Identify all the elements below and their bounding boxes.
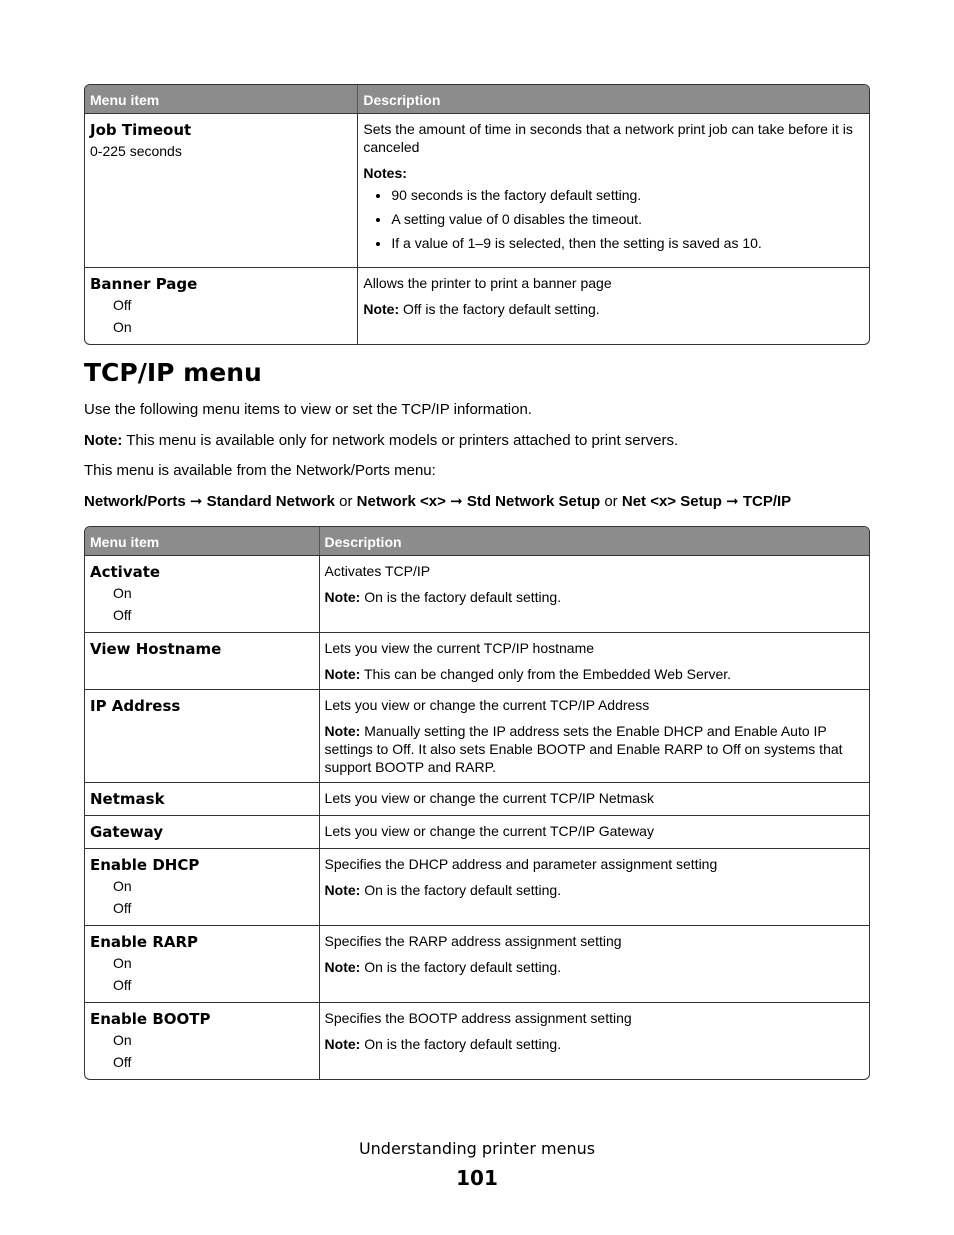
menu-item-name: Activate [90, 563, 161, 581]
note-label: Note: [363, 301, 400, 317]
menu-item-name: Gateway [90, 823, 164, 841]
description-cell [320, 689, 869, 782]
menu-item-name: Enable RARP [90, 933, 199, 951]
note-text: This can be changed only from the Embedded Web Server. [363, 666, 732, 682]
path-or: or [339, 493, 353, 510]
description-text: Specifies the BOOTP address assignment setting [324, 1010, 632, 1026]
section-title: TCP/IP menu [84, 358, 262, 387]
description-text: Lets you view or change the current TCP/IP Gateway [324, 823, 654, 839]
note-text: This menu is available only for network models or printers attached to print servers. [126, 432, 679, 449]
note-text: Manually setting the IP address sets the Enable DHCP and Enable Auto IP settings to Off. It also sets Enable BOOTP and Enable RARP to Off on systems that support BOOTP and RARP. [324, 723, 843, 775]
tcpip-menu-table [84, 526, 870, 1080]
menu-option: On [113, 1032, 132, 1048]
description-cell [320, 1002, 869, 1079]
description-text: Specifies the RARP address assignment setting [324, 933, 622, 949]
description-cell [320, 925, 869, 1002]
menu-item-cell [85, 555, 320, 632]
note-label: Note: [324, 1036, 361, 1052]
network-menu-table [84, 84, 870, 345]
note-label: Note: [324, 959, 361, 975]
note-label: Note: [324, 723, 361, 739]
table-row [85, 113, 869, 267]
description-text: Lets you view or change the current TCP/IP Netmask [324, 790, 654, 806]
path-segment: Network/Ports [84, 493, 186, 510]
note-label: Note: [324, 882, 361, 898]
menu-item-range: 0-225 seconds [90, 143, 182, 159]
table-row [85, 848, 869, 925]
column-header-menu-item: Menu item [85, 527, 320, 555]
path-segment: Network <x> [356, 493, 446, 510]
description-cell [320, 632, 869, 689]
menu-option: Off [113, 900, 132, 916]
note-text: On is the factory default setting. [364, 589, 562, 605]
description-cell [320, 782, 869, 815]
note-text: Off is the factory default setting. [403, 301, 600, 317]
menu-option: Off [113, 607, 132, 623]
note-bullet: • A setting value of 0 disables the timeout. [391, 210, 864, 228]
menu-option: On [113, 878, 132, 894]
path-segment: Std Network Setup [466, 493, 601, 510]
note-text: On is the factory default setting. [364, 882, 562, 898]
table-row [85, 1002, 869, 1079]
table-row [85, 689, 869, 782]
menu-item-name: Banner Page [90, 275, 198, 293]
path-segment: Net <x> Setup [621, 493, 722, 510]
description-cell [320, 555, 869, 632]
notes-list [363, 186, 864, 252]
arrow-icon: ➞ [189, 493, 203, 510]
menu-item-cell [85, 113, 358, 267]
description-cell [320, 848, 869, 925]
description-cell [358, 113, 869, 267]
column-header-description: Description [320, 527, 869, 555]
arrow-icon: ➞ [450, 493, 463, 510]
arrow-icon: ➞ [726, 493, 739, 510]
column-header-description: Description [358, 85, 869, 113]
menu-item-cell [85, 1002, 320, 1079]
page-number: 101 [456, 1166, 498, 1190]
menu-item-name: Netmask [90, 790, 165, 808]
note-label: Note: [84, 432, 123, 449]
menu-item-cell [85, 632, 320, 689]
menu-item-name: Enable BOOTP [90, 1010, 211, 1028]
section-note [84, 432, 678, 449]
path-or: or [604, 493, 618, 510]
menu-item-name: IP Address [90, 697, 181, 715]
note-bullet: • If a value of 1–9 is selected, then the setting is saved as 10. [391, 234, 864, 252]
menu-item-name: View Hostname [90, 640, 222, 658]
path-segment: TCP/IP [742, 493, 792, 510]
table-row [85, 632, 869, 689]
notes-label: Notes: [363, 165, 407, 181]
description-cell [358, 267, 869, 344]
table-row [85, 267, 869, 344]
menu-item-cell [85, 848, 320, 925]
menu-item-cell [85, 925, 320, 1002]
menu-option: Off [113, 1054, 132, 1070]
description-text: Specifies the DHCP address and parameter assignment setting [324, 856, 718, 872]
description-text: Sets the amount of time in seconds that a network print job can take before it is canceled [363, 121, 853, 155]
menu-item-cell [85, 689, 320, 782]
note-label: Note: [324, 666, 361, 682]
column-header-menu-item: Menu item [85, 85, 358, 113]
menu-option: On [113, 319, 132, 335]
intro-text: Use the following menu items to view or set the TCP/IP information. [84, 401, 532, 418]
menu-option: Off [113, 977, 132, 993]
menu-option: Off [113, 297, 132, 313]
menu-option: On [113, 585, 132, 601]
note-text: On is the factory default setting. [364, 959, 562, 975]
availability-text: This menu is available from the Network/Ports menu: [84, 462, 436, 479]
table-row [85, 555, 869, 632]
description-cell [320, 815, 869, 848]
menu-item-cell [85, 815, 320, 848]
note-text: On is the factory default setting. [364, 1036, 562, 1052]
description-text: Activates TCP/IP [324, 563, 431, 579]
menu-path [84, 492, 791, 510]
table-row [85, 815, 869, 848]
description-text: Lets you view or change the current TCP/IP Address [324, 697, 650, 713]
table-header-row [85, 527, 869, 555]
table-row [85, 925, 869, 1002]
path-segment: Standard Network [206, 493, 335, 510]
menu-item-cell [85, 782, 320, 815]
table-header-row [85, 85, 869, 113]
table-row [85, 782, 869, 815]
footer-section-title: Understanding printer menus [358, 1139, 596, 1158]
menu-item-name: Enable DHCP [90, 856, 200, 874]
note-bullet: • 90 seconds is the factory default setting. [391, 186, 864, 204]
menu-item-name: Job Timeout [90, 121, 192, 139]
note-label: Note: [324, 589, 361, 605]
menu-option: On [113, 955, 132, 971]
menu-item-cell [85, 267, 358, 344]
description-text: Allows the printer to print a banner page [363, 275, 612, 291]
description-text: Lets you view the current TCP/IP hostname [324, 640, 595, 656]
